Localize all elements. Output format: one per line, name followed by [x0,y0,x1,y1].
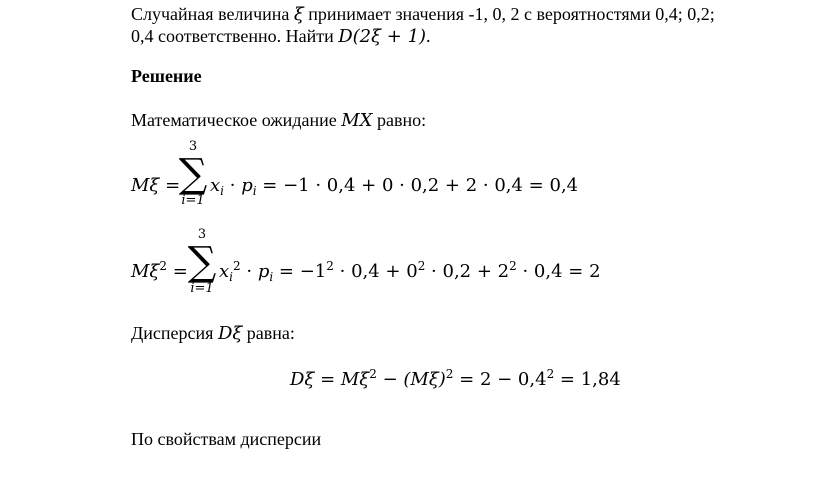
sigma-symbol: ∑ [178,151,208,197]
sigma-symbol: ∑ [187,239,217,285]
target-expression: D(2ξ + 1) [338,26,427,47]
summation-operator: 3 ∑ i=1 [187,227,217,296]
xi-symbol: ξ [293,4,304,25]
formula-variance: $D\xi = M\xi^2 - (M\xi)^2 = 2 - 0,4^2 = 1,84$ [290,367,621,390]
summation-operator: 3 ∑ i=1 [178,139,208,208]
problem-line-2: 0,4 соответственно. Найти D(2ξ + 1). [131,26,431,47]
expectation-intro: Математическое ожидание MX равно: [131,110,427,131]
solution-heading: Решение [131,66,202,86]
properties-text: По свойствам дисперсии [131,429,322,449]
problem-line-1: Случайная величина ξ принимает значения -1, 0, 2 с вероятностями 0,4; 0,2; [131,4,715,25]
variance-intro: Дисперсия Dξ равна: [131,323,295,344]
